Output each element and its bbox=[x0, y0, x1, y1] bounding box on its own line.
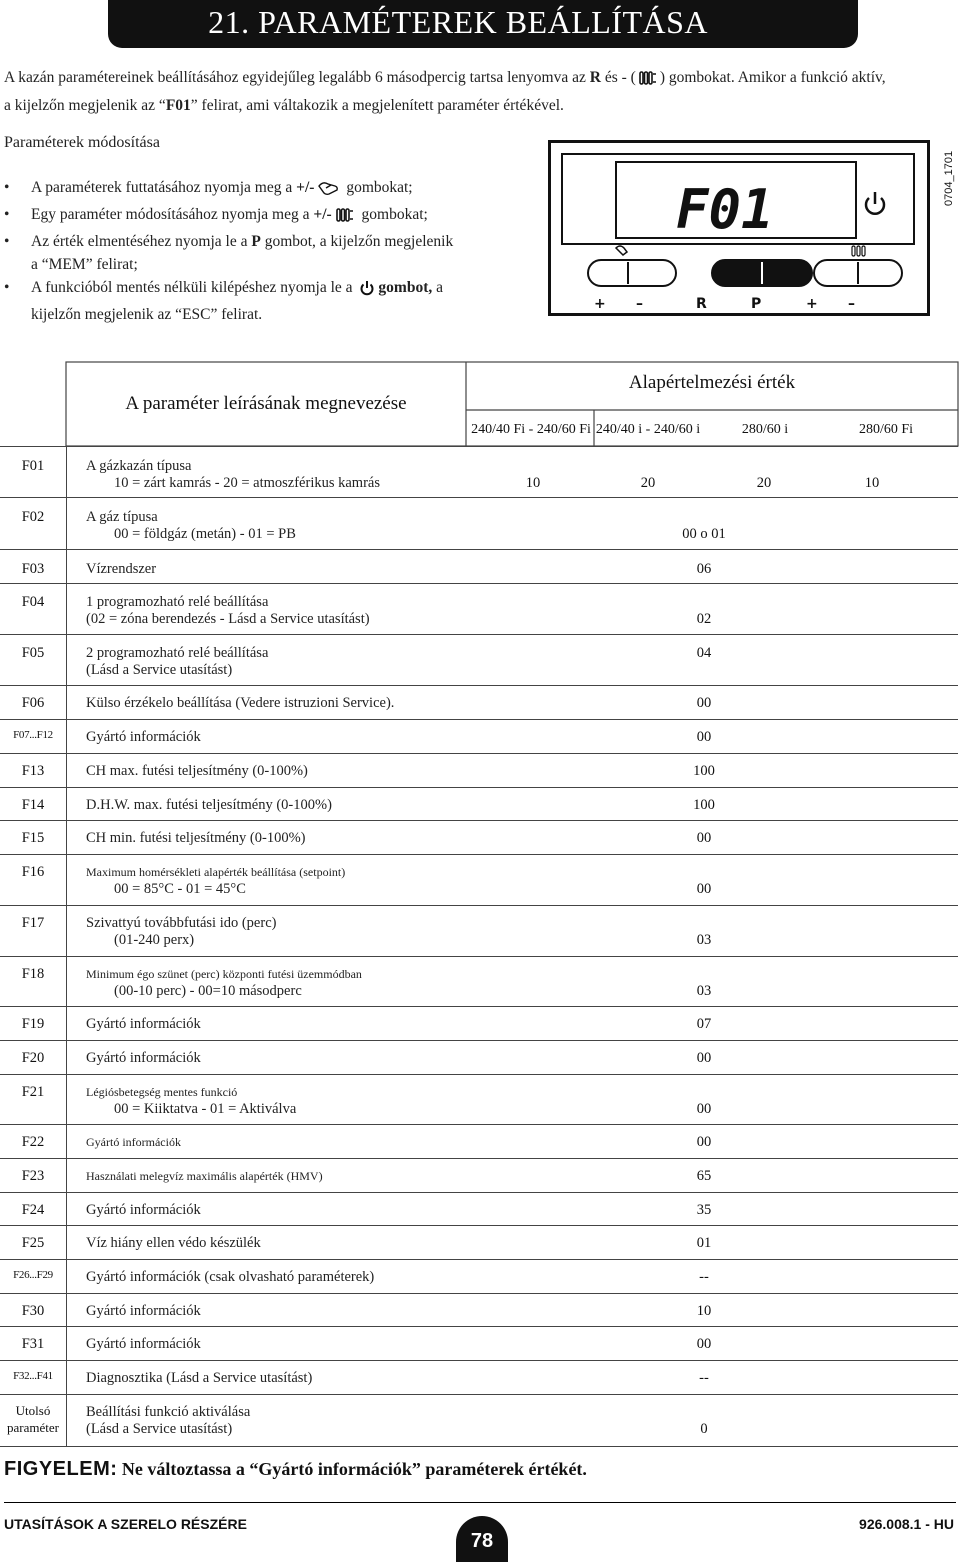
row-divider bbox=[0, 1293, 958, 1294]
param-default-value: 100 bbox=[693, 763, 715, 779]
param-description-line: (Lásd a Service utasítást) bbox=[86, 1421, 233, 1437]
panel-label-minus: – bbox=[636, 296, 643, 312]
param-default-value: 65 bbox=[696, 1168, 712, 1184]
param-code: F20 bbox=[21, 1050, 45, 1066]
intro-text: ” felirat, ami váltakozik a megjelenített paraméter értékével. bbox=[190, 97, 564, 114]
param-default-value: 00 bbox=[696, 729, 712, 745]
param-description bbox=[86, 1016, 201, 1033]
param-description bbox=[86, 594, 370, 628]
param-code: F24 bbox=[21, 1202, 45, 1218]
param-code: F03 bbox=[21, 561, 45, 577]
row-divider bbox=[0, 1040, 958, 1041]
param-code: F02 bbox=[21, 509, 45, 525]
list-text: Egy paraméter módosításához nyomja meg a bbox=[31, 206, 314, 223]
param-description-line: Gyártó információk bbox=[86, 1135, 181, 1149]
param-code: F31 bbox=[21, 1336, 45, 1352]
panel-label-r: R bbox=[696, 296, 707, 312]
param-code: F07...F12 bbox=[13, 729, 53, 741]
param-code: F19 bbox=[21, 1016, 45, 1032]
row-divider bbox=[0, 753, 958, 754]
param-description bbox=[86, 1336, 201, 1353]
param-description bbox=[86, 1370, 312, 1387]
list-text: gombokat; bbox=[342, 179, 413, 196]
param-description bbox=[86, 695, 394, 712]
param-default-value: 02 bbox=[696, 611, 712, 627]
param-default-value: 00 bbox=[696, 1101, 712, 1117]
warning-label: FIGYELEM: bbox=[4, 1458, 118, 1480]
row-divider bbox=[0, 1446, 958, 1447]
param-description-line: 1 programozható relé beállítása bbox=[86, 594, 269, 610]
param-description bbox=[86, 458, 380, 492]
list-text: kijelzőn megjelenik az “ bbox=[31, 306, 183, 323]
column-divider bbox=[66, 446, 67, 1446]
param-description bbox=[86, 561, 156, 578]
footer-title: UTASÍTÁSOK A SZERELO RÉSZÉRE bbox=[4, 1516, 247, 1532]
row-divider bbox=[0, 583, 958, 584]
param-description-line: Gyártó információk bbox=[86, 1303, 201, 1319]
header-model: 280/60 Fi bbox=[858, 422, 914, 437]
param-description-line: 00 = 85°C - 01 = 45°C bbox=[114, 881, 246, 897]
param-description bbox=[86, 1235, 261, 1252]
row-divider bbox=[0, 1158, 958, 1159]
list-text: a “ bbox=[31, 256, 49, 273]
param-code: F26...F29 bbox=[13, 1269, 53, 1281]
row-divider bbox=[0, 634, 958, 635]
param-description-line: A gáz típusa bbox=[86, 509, 158, 525]
param-description-line: Víz hiány ellen védo készülék bbox=[86, 1235, 261, 1251]
param-code: F15 bbox=[21, 830, 45, 846]
list-key: +/- bbox=[313, 206, 332, 223]
list-code: ESC bbox=[182, 306, 211, 323]
intro-text: a kijelzőn megjelenik az “ bbox=[4, 97, 166, 114]
param-description-line: Diagnosztika (Lásd a Service utasítást) bbox=[86, 1370, 313, 1386]
param-code: F21 bbox=[21, 1084, 45, 1100]
panel-label-plus: + bbox=[806, 296, 818, 312]
param-default-value: 07 bbox=[696, 1016, 712, 1032]
param-code: F17 bbox=[21, 915, 45, 931]
intro-text: A kazán paramétereinek beállításához egyidejűleg legalább 6 másodpercig tartsa lenyomva az bbox=[4, 69, 590, 86]
param-default-value: 00 bbox=[696, 1134, 712, 1150]
row-divider bbox=[0, 820, 958, 821]
list-text: ” felirat. bbox=[210, 306, 263, 323]
param-default-value: 06 bbox=[696, 561, 712, 577]
row-divider bbox=[0, 854, 958, 855]
param-description-line: Beállítási funkció aktiválása bbox=[86, 1404, 251, 1420]
row-divider bbox=[0, 446, 958, 447]
row-divider bbox=[0, 1225, 958, 1226]
list-text: A paraméterek futtatásához nyomja meg a bbox=[31, 179, 297, 196]
header-model: 240/40 Fi - 240/60 Fi bbox=[471, 422, 591, 437]
param-default-value: 20 bbox=[756, 475, 772, 491]
param-code: F13 bbox=[21, 763, 45, 779]
panel-label-p: P bbox=[751, 296, 762, 312]
param-description-line: Vízrendszer bbox=[86, 561, 157, 577]
intro-text: ) gombokat. Amikor a funkció aktív, bbox=[659, 69, 886, 86]
param-description-line: 00 = földgáz (metán) - 01 = PB bbox=[114, 526, 296, 542]
param-description-line: Gyártó információk bbox=[86, 1336, 201, 1352]
list-key: +/- bbox=[296, 179, 315, 196]
param-code: F16 bbox=[21, 864, 45, 880]
intro-code: F01 bbox=[165, 97, 191, 114]
page-title: 21. PARAMÉTEREK BEÁLLÍTÁSA bbox=[208, 4, 708, 40]
param-description-line: (02 = zóna berendezés - Lásd a Service utasítást) bbox=[86, 611, 370, 627]
param-description bbox=[86, 645, 268, 679]
param-description-line: Maximum homérsékleti alapérték beállítása (setpoint) bbox=[86, 865, 346, 879]
param-description-line: (01-240 perx) bbox=[114, 932, 195, 948]
list-text: ” felirat; bbox=[85, 256, 138, 273]
param-default-value: 10 bbox=[864, 475, 880, 491]
param-code: Utolsó paraméter bbox=[7, 1403, 59, 1435]
param-description bbox=[86, 729, 201, 746]
section-heading: Paraméterek módosítása bbox=[4, 134, 160, 151]
list-text: gombokat; bbox=[357, 206, 428, 223]
param-default-value: 00 bbox=[696, 1336, 712, 1352]
footer-divider bbox=[4, 1502, 956, 1503]
param-description bbox=[86, 1134, 181, 1151]
param-code: F18 bbox=[21, 966, 45, 982]
param-default-value: 00 bbox=[696, 830, 712, 846]
row-divider bbox=[0, 497, 958, 498]
param-code: F23 bbox=[21, 1168, 45, 1184]
param-default-value: 04 bbox=[696, 645, 712, 661]
param-description bbox=[86, 1168, 323, 1185]
param-description-line: Külso érzékelo beállítása (Vedere istruzioni Service). bbox=[86, 695, 395, 711]
header-model: 240/40 i - 240/60 i bbox=[595, 422, 701, 437]
param-default-value: 10 bbox=[696, 1303, 712, 1319]
param-description-line: A gázkazán típusa bbox=[86, 458, 192, 474]
param-description bbox=[86, 1202, 201, 1219]
row-divider bbox=[0, 1192, 958, 1193]
param-description-line: Gyártó információk (csak olvasható paraméterek) bbox=[86, 1269, 375, 1285]
param-code: F14 bbox=[21, 797, 45, 813]
param-description bbox=[86, 1269, 374, 1286]
param-description bbox=[86, 509, 296, 543]
intro-text: és - ( bbox=[600, 69, 636, 86]
row-divider bbox=[0, 1006, 958, 1007]
param-code: F25 bbox=[21, 1235, 45, 1251]
display-readout: F01 bbox=[676, 178, 774, 241]
param-description-line: CH max. futési teljesítmény (0-100%) bbox=[86, 763, 308, 779]
param-description bbox=[86, 797, 332, 814]
param-description-line: Légiósbetegség mentes funkció bbox=[86, 1085, 238, 1099]
param-default-value: 00 bbox=[696, 1050, 712, 1066]
param-default-value: 20 bbox=[640, 475, 656, 491]
document-code: 926.008.1 - HU bbox=[859, 1516, 954, 1532]
param-default-value: -- bbox=[699, 1269, 709, 1285]
param-description-line: 2 programozható relé beállítása bbox=[86, 645, 269, 661]
row-divider bbox=[0, 905, 958, 906]
param-code: F05 bbox=[21, 645, 45, 661]
param-description-line: (Lásd a Service utasítást) bbox=[86, 662, 233, 678]
param-description bbox=[86, 864, 345, 898]
header-default-value: Alapértelmezési érték bbox=[628, 372, 796, 393]
row-divider bbox=[0, 1259, 958, 1260]
param-code: F32...F41 bbox=[13, 1370, 53, 1382]
row-divider bbox=[0, 1394, 958, 1395]
param-default-value: -- bbox=[699, 1370, 709, 1386]
list-text: a bbox=[432, 279, 444, 296]
param-description bbox=[86, 830, 305, 847]
param-code: F22 bbox=[21, 1134, 45, 1150]
panel-label-minus: – bbox=[848, 296, 855, 312]
row-divider bbox=[0, 719, 958, 720]
param-description bbox=[86, 1084, 296, 1118]
param-description-line: Használati melegvíz maximális alapérték (HMV) bbox=[86, 1169, 323, 1183]
param-description-line: CH min. futési teljesítmény (0-100%) bbox=[86, 830, 306, 846]
param-default-value: 00 bbox=[696, 695, 712, 711]
param-code: F06 bbox=[21, 695, 45, 711]
warning-text: Ne változtassa a “Gyártó információk” paraméterek értékét. bbox=[117, 1459, 587, 1479]
figure-code-text: 0704_1701 bbox=[943, 150, 955, 206]
warning-note bbox=[4, 1458, 587, 1481]
param-default-value: 01 bbox=[696, 1235, 712, 1251]
param-default-value: 03 bbox=[696, 932, 712, 948]
param-description-line: Gyártó információk bbox=[86, 1016, 201, 1032]
param-default-value: 0 bbox=[700, 1421, 708, 1437]
list-text: A funkcióból mentés nélküli kilépéshez nyomja le a bbox=[31, 279, 357, 296]
row-divider bbox=[0, 685, 958, 686]
param-description-line: Gyártó információk bbox=[86, 1202, 201, 1218]
param-description-line: (00-10 perc) - 00=10 másodperc bbox=[114, 983, 302, 999]
param-description-line: 10 = zárt kamrás - 20 = atmoszférikus kamrás bbox=[114, 475, 380, 491]
row-divider bbox=[0, 787, 958, 788]
param-description bbox=[86, 763, 308, 780]
header-model: 280/60 i bbox=[741, 422, 789, 437]
row-divider bbox=[0, 956, 958, 957]
list-key: P bbox=[251, 233, 261, 250]
param-description-line: Gyártó információk bbox=[86, 729, 201, 745]
header-description: A paraméter leírásának megnevezése bbox=[125, 393, 407, 414]
row-divider bbox=[0, 1074, 958, 1075]
intro-key-r: R bbox=[589, 69, 601, 86]
param-default-value: 35 bbox=[696, 1202, 712, 1218]
row-divider bbox=[0, 1360, 958, 1361]
param-description bbox=[86, 1404, 250, 1438]
row-divider bbox=[0, 1124, 958, 1125]
row-divider bbox=[0, 549, 958, 550]
page-number: 78 bbox=[456, 1516, 508, 1562]
list-text: Az érték elmentéséhez nyomja le a bbox=[31, 233, 252, 250]
param-default-value: 100 bbox=[693, 797, 715, 813]
param-code: F04 bbox=[21, 594, 45, 610]
list-key: gombot, bbox=[378, 279, 433, 296]
list-code: MEM bbox=[48, 256, 86, 273]
param-description-line: 00 = Kiiktatva - 01 = Aktiválva bbox=[114, 1101, 297, 1117]
list-text: gombot, a kijelzőn megjelenik bbox=[260, 233, 454, 250]
param-description bbox=[86, 1050, 201, 1067]
param-description bbox=[86, 915, 276, 949]
param-description bbox=[86, 966, 362, 1000]
param-default-value: 10 bbox=[525, 475, 541, 491]
param-default-value: 03 bbox=[696, 983, 712, 999]
param-default-value: 00 bbox=[696, 881, 712, 897]
param-code: F30 bbox=[21, 1303, 45, 1319]
param-description-line: D.H.W. max. futési teljesítmény (0-100%) bbox=[86, 797, 332, 813]
param-description-line: Szivattyú továbbfutási ido (perc) bbox=[86, 915, 277, 931]
row-divider bbox=[0, 1326, 958, 1327]
panel-label-plus: + bbox=[594, 296, 606, 312]
param-description bbox=[86, 1303, 201, 1320]
param-code: F01 bbox=[21, 458, 45, 474]
param-description-line: Gyártó információk bbox=[86, 1050, 201, 1066]
param-default-value: 00 o 01 bbox=[682, 526, 726, 542]
param-description-line: Minimum égo szünet (perc) központi futési üzemmódban bbox=[86, 967, 362, 981]
